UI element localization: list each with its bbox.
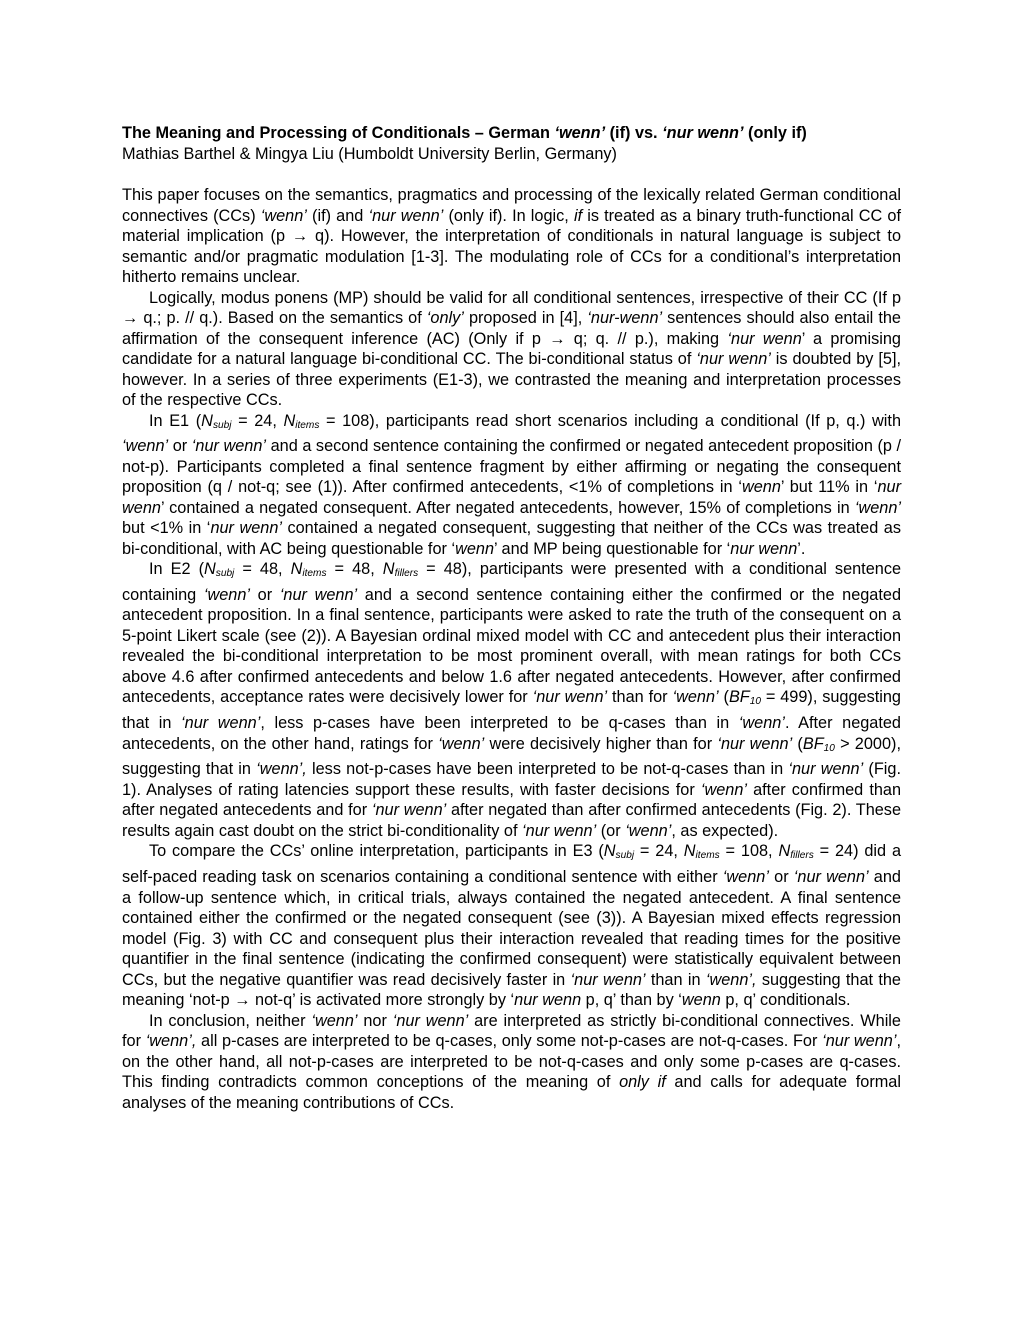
abstract-paragraph-4: In E2 (Nsubj = 48, Nitems = 48, Nfillers = 48), participants were presented with a conditional sentence containing ‘wenn’ or ‘nur wenn’ and a second sentence containing either the confirmed or the negated antecedent proposition. In a final sentence, participants were asked to rate the truth of the consequent on a 5-point Likert scale (see (2)). A Bayesian ordinal mixed model with CC and antecedent plus their interaction revealed the bi-conditional interpretation to be most prominent overall, with mean ratings for both CCs above 4.6 after confirmed antecedents and below 1.6 after negated antecedents. However, after confirmed antecedents, acceptance rates were decisively lower for ‘nur wenn’ than for ‘wenn’ (BF10 = 499), suggesting that in ‘nur wenn’, less p-cases have been interpreted to be q-cases than in ‘wenn’. After negated antecedents, on the other hand, ratings for ‘wenn’ were decisively higher than for ‘nur wenn’ (BF10 > 2000), suggesting that in ‘wenn’, less not-p-cases have been interpreted to be not-q-cases than in ‘nur wenn’ (Fig. 1). Analyses of rating latencies support these results, with faster decisions for ‘wenn’ after confirmed than after negated antecedents and for ‘nur wenn’ after negated than after confirmed antecedents (Fig. 2). These results again cast doubt on the strict bi-conditionality of ‘nur wenn’ (or ‘wenn’, as expected).: [122, 560, 902, 840]
abstract-paragraph-3: In E1 (Nsubj = 24, Nitems = 108), participants read short scenarios including a conditional (If p, q.) with ‘wenn’ or ‘nur wenn’ and a second sentence containing the confirmed or negated antecedent proposition (p / not-p). Participants completed a final sentence fragment by either affirming or negating the consequent proposition (q / not-q; see (1)). After confirmed antecedents, <1% of completions in ‘wenn’ but 11% in ‘nur wenn’ contained a negated consequent. After negated antecedents, however, 15% of completions in ‘wenn’ but <1% in ‘nur wenn’ contained a negated consequent, suggesting that neither of the CCs was treated as bi-conditional, with AC being questionable for ‘wenn’ and MP being questionable for ‘nur wenn’.: [122, 411, 902, 558]
abstract-paragraph-5: To compare the CCs’ online interpretation, participants in E3 (Nsubj = 24, Nitems = 108, Nfillers = 24) did a self-paced reading task on scenarios containing a conditional sentence with either ‘wenn’ or ‘nur wenn’ and a follow-up sentence which, in critical trials, always contained the negated antecedent. A final sentence contained either the confirmed or the negated consequent (see (3)). A Bayesian mixed effects regression model (Fig. 3) with CC and consequent plus their interaction revealed that reading times for the positive quantifier in the final sentence (indicating the confirmed consequent) were statistically equivalent between CCs, but the negative quantifier was read decisively faster in ‘nur wenn’ than in ‘wenn’, suggesting that the meaning ‘not-p → not-q’ is activated more strongly by ‘nur wenn p, q’ than by ‘wenn p, q’ conditionals.: [122, 842, 901, 1010]
abstract-content: [122, 123, 901, 1113]
abstract-paragraph-2: Logically, modus ponens (MP) should be valid for all conditional sentences, irrespective of their CC (If p → q.; p. // q.). Based on the semantics of ‘only’ proposed in [4], ‘nur-wenn’ sentences should also entail the affirmation of the consequent inference (AC) (Only if p → q; q. // p.), making ‘nur wenn’ a promising candidate for a natural language bi-conditional CC. The bi-conditional status of ‘nur wenn’ is doubted by [5], however. In a series of three experiments (E1-3), we contrasted the meaning and interpretation processes of the respective CCs.: [122, 288, 901, 409]
paper-title: The Meaning and Processing of Conditionals – German ‘wenn’ (if) vs. ‘nur wenn’ (only if): [122, 124, 807, 142]
paper-authors: Mathias Barthel & Mingya Liu (Humboldt University Berlin, Germany): [122, 144, 617, 163]
abstract-paragraph-6: In conclusion, neither ‘wenn’ nor ‘nur wenn’ are interpreted as strictly bi-conditional connectives. While for ‘wenn’, all p-cases are interpreted to be q-cases, only some not-p-cases are not-q-cases. For ‘nur wenn’, on the other hand, all not-p-cases are interpreted to be not-q-cases and only some p-cases are q-cases. This finding contradicts common conceptions of the meaning of only if and calls for adequate formal analyses of the meaning contributions of CCs.: [122, 1011, 901, 1112]
abstract-paragraph-1: This paper focuses on the semantics, pragmatics and processing of the lexically related German conditional connectives (CCs) ‘wenn’ (if) and ‘nur wenn’ (only if). In logic, if is treated as a binary truth-functional CC of material implication (p → q). However, the interpretation of conditionals in natural language is subject to semantic and/or pragmatic modulation [1-3]. The modulating role of CCs for a conditional’s interpretation hitherto remains unclear.: [122, 186, 901, 286]
